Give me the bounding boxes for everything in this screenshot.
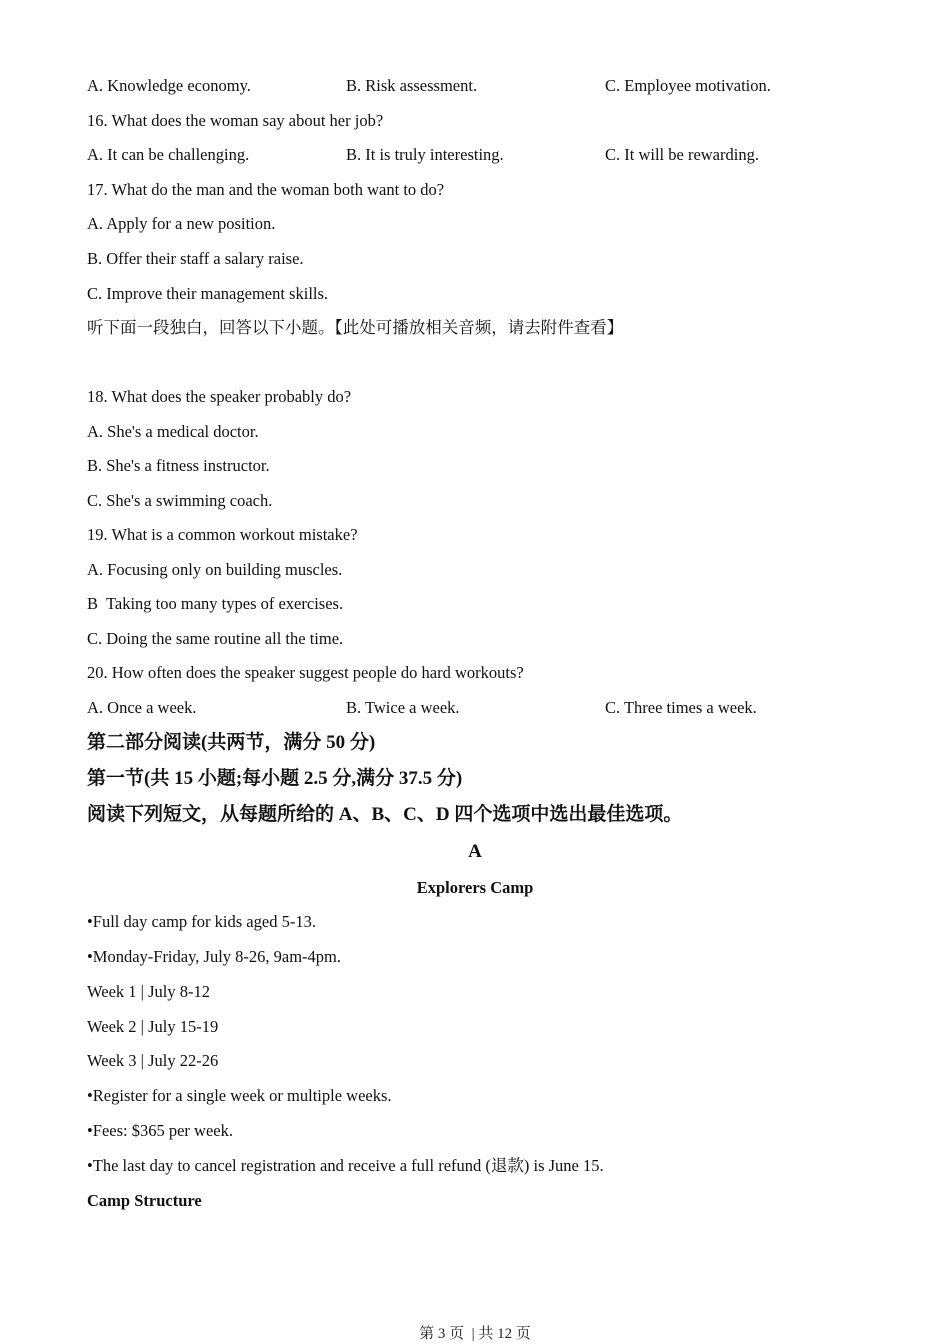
q16-option-a: A. It can be challenging. (87, 145, 250, 164)
q16-option-c: C. It will be rewarding. (605, 145, 759, 164)
part2-instruction: 阅读下列短文，从每题所给的 A、B、C、D 四个选项中选出最佳选项。 (87, 804, 683, 825)
q15-option-b: B. Risk assessment. (346, 76, 478, 95)
monologue-instruction: 听下面一段独白，回答以下小题。【此处可播放相关音频，请去附件查看】 (87, 318, 624, 337)
q19-option-b: B Taking too many types of exercises. (87, 594, 344, 613)
q18-option-b: B. She's a fitness instructor. (87, 456, 270, 475)
q17-option-b: B. Offer their staff a salary raise. (87, 249, 304, 268)
q15-option-c: C. Employee motivation. (605, 76, 771, 95)
passage-bullet-register: •Register for a single week or multiple weeks. (87, 1086, 392, 1105)
passage-title: Explorers Camp (416, 878, 534, 897)
passage-bullet-fees: •Fees: $365 per week. (87, 1121, 233, 1140)
q18-option-a: A. She's a medical doctor. (87, 422, 259, 441)
page-footer: 第 3 页 | 共 12 页 (419, 1326, 531, 1342)
q20-option-a: A. Once a week. (87, 698, 197, 717)
q16-option-b: B. It is truly interesting. (346, 145, 504, 164)
passage-bullet-dates: •Monday-Friday, July 8-26, 9am-4pm. (87, 947, 342, 966)
q15-option-a: A. Knowledge economy. (87, 76, 251, 95)
q20-option-c: C. Three times a week. (605, 698, 757, 717)
q19-option-c: C. Doing the same routine all the time. (87, 629, 344, 648)
q18-option-c: C. She's a swimming coach. (87, 491, 273, 510)
passage-letter: A (468, 841, 482, 862)
q16-question: 16. What does the woman say about her job? (87, 111, 384, 130)
q17-option-c: C. Improve their management skills. (87, 284, 329, 303)
q20-option-b: B. Twice a week. (346, 698, 460, 717)
passage-week-3: Week 3 | July 22-26 (87, 1051, 219, 1070)
q17-option-a: A. Apply for a new position. (87, 214, 276, 233)
q19-option-a: A. Focusing only on building muscles. (87, 560, 343, 579)
part2-section1-title: 第一节(共 15 小题;每小题 2.5 分,满分 37.5 分) (87, 768, 463, 789)
part2-title: 第二部分阅读(共两节，满分 50 分) (87, 732, 376, 753)
passage-bullet-age: •Full day camp for kids aged 5-13. (87, 912, 316, 931)
passage-week-1: Week 1 | July 8-12 (87, 982, 210, 1001)
q19-question: 19. What is a common workout mistake? (87, 525, 358, 544)
passage-week-2: Week 2 | July 15-19 (87, 1017, 219, 1036)
camp-structure-heading: Camp Structure (87, 1191, 202, 1210)
passage-bullet-refund: •The last day to cancel registration and receive a full refund (退款) is June 15. (87, 1156, 604, 1175)
q17-question: 17. What do the man and the woman both want to do? (87, 180, 445, 199)
q18-question: 18. What does the speaker probably do? (87, 387, 352, 406)
q20-question: 20. How often does the speaker suggest people do hard workouts? (87, 663, 524, 682)
